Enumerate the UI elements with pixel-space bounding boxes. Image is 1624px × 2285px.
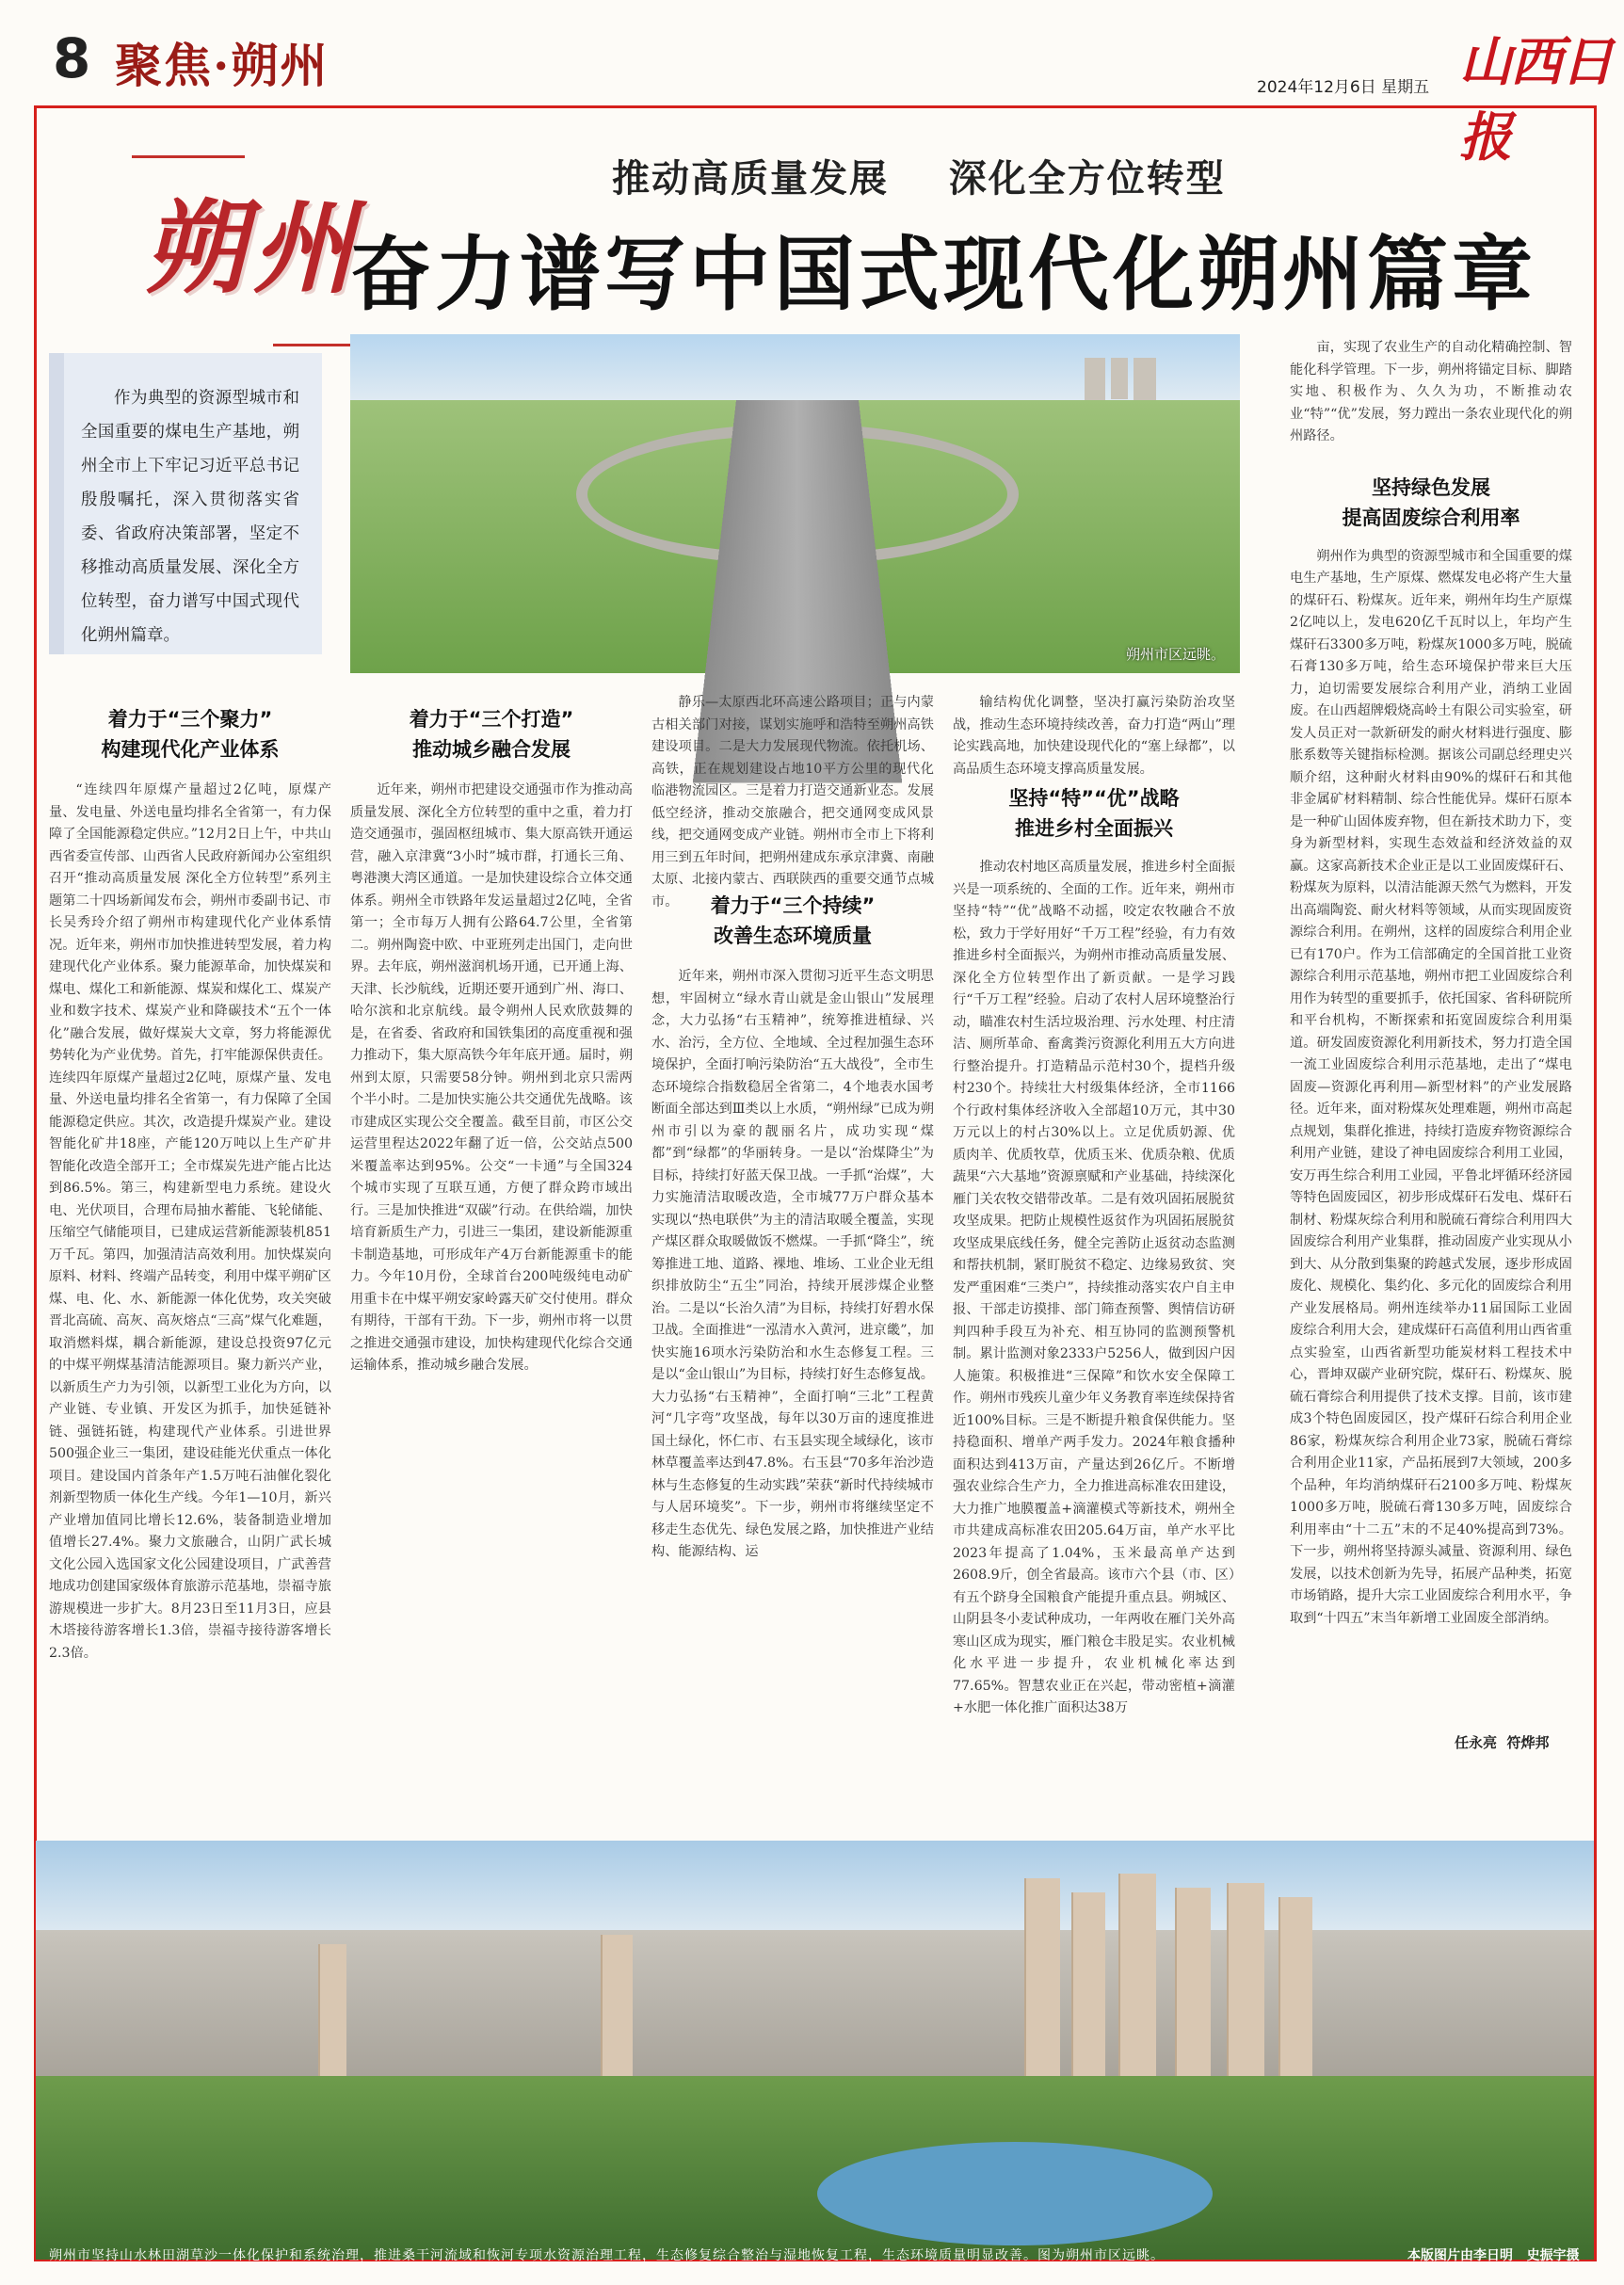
bottom-photo [36, 1841, 1594, 2260]
photo-sky [36, 1841, 1594, 1944]
hero-caption: 朔州市区远眺。 [1125, 646, 1225, 663]
section-heading-line: 推进乡村全面振兴 [1015, 817, 1173, 840]
column-4-top [953, 692, 1235, 777]
intro-text: 作为典型的资源型城市和全国重要的煤电生产基地，朔州全市上下牢记习近平总书记殷殷嘱托，深入贯彻落实省委、省政府决策部署，坚定不移推动高质量发展、深化全方位转型，奋力谱写中国式现代化朔州篇章。 [81, 389, 299, 645]
city-logo-badge [132, 155, 372, 348]
section-heading-rural [953, 783, 1235, 844]
photo-tower [601, 1935, 633, 2076]
section-heading-line: 推动城乡融合发展 [412, 738, 571, 761]
article-paragraph: 输结构优化调整，坚决打赢污染防治攻坚战，推动生态环境持续改善，奋力打造“两山”理论实践高地，加快建设现代化的“塞上绿都”，以高品质生态环境支撑高质量发展。 [953, 695, 1235, 777]
section-heading-line: 坚持绿色发展 [1372, 475, 1490, 499]
article-paragraph: 近年来，朔州市深入贯彻习近平生态文明思想，牢固树立“绿水青山就是金山银山”发展理念，大力弘扬“右玉精神”，统筹推进植绿、兴水、治污，全方位、全地域、全过程加强生态环境保护，全面打响污染防治“五大战役”，全市生态环境综合指数稳居全省第二，4个地表水国考断面全部达到Ⅲ类以上水质，“朔州绿”已成为朔州市引以为豪的靓丽名片，成功实现“煤都”到“绿都”的华丽转身。一是以“治煤降尘”为目标，持续打好蓝天保卫战。一手抓“治煤”，大力实施清洁取暖改造，全市城77万户群众基本实现以“热电联供”为主的清洁取暖全覆盖，实现产煤区群众取暖做饭不燃煤。一手抓“降尘”，统筹推进工地、道路、裸地、堆场、工业企业无组织排放防尘“五尘”同治，持续开展涉煤企业整治。二是以“长治久清”为目标，持续打好碧水保卫战。全面推进“一泓清水入黄河，进京畿”，加快实施16项水污染防治和水生态修复工程。三是以“金山银山”为目标，持续打好生态修复战。大力弘扬“右玉精神”，全面打响“三北”工程黄河“几字弯”攻坚战，每年以30万亩的速度推进国土绿化，怀仁市、右玉县实现全域绿化，该市林草覆盖率达到47.8%。右玉县“70多年治沙造林与生态修复的生动实践”荣获“新时代持续城市与人居环境奖”。下一步，朔州市将继续坚定不移走生态优先、绿色发展之路，加快推进产业结构、能源结构、运 [651, 969, 934, 1559]
article-paragraph: 朔州作为典型的资源型城市和全国重要的煤电生产基地，生产原煤、燃煤发电必将产生大量的煤矸石、粉煤灰。近年来，朔州年均生产原煤2亿吨以上，发电620亿千瓦时以上，年均产生煤矸石3300多万吨，粉煤灰1000多万吨，脱硫石膏130多万吨，给生态环境保护带来巨大压力，迫切需要发展综合利用产业，消纳工业固废。在山西超牌煅烧高岭土有限公司实验室，研发人员正对一款新研发的耐火材料进行强度、膨胀系数等关键指标检测。据该公司副总经理史兴顺介绍，这种耐火材料由90%的煤矸石和其他非金属矿材料精制、综合性能优异。煤矸石原本是一种矿山固体废弃物，但在新技术助力下，变身为新型材料，实现生态效益和经济效益的双赢。这家高新技术企业正是以工业固废煤矸石、粉煤灰为原料，以清洁能源天然气为燃料，开发出高端陶瓷、耐火材料等领域，从而实现固废资源综合利用。在朔州，这样的固废综合利用企业已有170户。作为工信部确定的全国首批工业资源综合利用示范基地，朔州市把工业固废综合利用作为转型的重要抓手，依托国家、省科研院所和平台机构，不断探索和拓宽固废综合利用渠道。研发固废资源化利用新技术，努力打造全国一流工业固废综合利用示范基地，走出了“煤电固废—资源化再利用—新型材料”的产业发展路径。近年来，面对粉煤灰处理难题，朔州市高起点规划，集群化推进，持续打造废弃物资源综合利用产业链，建设了神电固废综合利用工业园，安万再生综合利用工业园，平鲁北坪循环经济园等特色固废园区，初步形成煤矸石发电、煤矸石制材、粉煤灰综合利用和脱硫石膏综合利用四大固废综合利用产业集群，推动固废产业实现从小到大、从分散到集聚的跨越式发展，逐步形成固废化、规模化、集约化、多元化的固废综合利用产业发展格局。朔州连续举办11届国际工业固废综合利用大会，建成煤矸石高值利用山西省重点实验室，山西省新型功能炭材料工程技术中心，晋坤双碳产业研究院，煤矸石、粉煤灰、脱硫石膏综合利用提供了技术支撑。目前，该市建成3个特色固废园区，投产煤矸石综合利用企业86家，粉煤灰综合利用企业73家，脱硫石膏综合利用企业11家，产品拓展到7大领域，200多个品种，年均消纳煤矸石2100多万吨、粉煤灰1000多万吨，脱硫石膏130多万吨，固废综合利用率由“十二五”末的不足40%提高到73%。下一步，朔州将坚持源头减量、资源利用、绿色发展，以技术创新为先导，拓展产品种类，拓宽市场销路，提升大宗工业固废综合利用水平，争取到“十四五”末当年新增工业固废全部消纳。 [1290, 548, 1572, 1626]
section-heading-line: 着力于“三个聚力” [107, 708, 273, 731]
column-5 [1290, 337, 1572, 1740]
photo-tower [1278, 1897, 1312, 2085]
photo-building [1085, 358, 1105, 405]
section-title: 聚焦·朔州 [115, 38, 330, 93]
section-heading-line: 着力于“三个持续” [710, 894, 876, 917]
article-paragraph: 近年来，朔州市把建设交通强市作为推动高质量发展、深化全方位转型的重中之重，着力打造交通强市，强固枢纽城市、集大原高铁开通运营，融入京津冀“3小时”城市群，打通长三角、粤港澳大湾区通道。一是加快建设综合立体交通体系。朔州全市铁路年发运量超过2亿吨，全省第一；全市每万人拥有公路64.7公里，全省第二。朔州陶瓷中欧、中亚班列走出国门，走向世界。去年底，朔州滋润机场开通，已开通上海、天津、长沙航线，近期还要开通到广州、海口、哈尔滨和北京航线。最令朔州人民欢欣鼓舞的是，在省委、省政府和国铁集团的高度重视和强力推动下，集大原高铁今年年底开通。届时，朔州到太原，只需要58分钟。朔州到北京只需两个半小时。二是加快实施公共交通优先战略。该市建成区实现公交全覆盖。截至目前，市区公交运营里程达2022年翻了近一倍，公交站点500米覆盖率达到95%。公交“一卡通”与全国324个城市实现了互联互通，方便了群众跨市域出行。三是加快推进“双碳”行动。在供给端，加快培育新质生产力，引进三一集团，建设新能源重卡制造基地，可形成年产4万台新能源重卡的能力。今年10月份，全球首台200吨级纯电动矿用重卡在中煤平朔安家岭露天矿交付使用。群众有期待，干部有干劲。下一步，朔州市将一以贯之推进交通强市建设，加快构建现代化综合交通运输体系，推动城乡融合发展。 [350, 782, 633, 1373]
hero-photo [350, 334, 1240, 673]
page-number: 8 [53, 26, 91, 90]
newspaper-masthead: 山西日报 [1459, 31, 1612, 169]
issue-date: 2024年12月6日 星期五 [1257, 78, 1430, 97]
photo-tower [1118, 1874, 1156, 2085]
intro-box [49, 353, 322, 654]
section-heading-line: 改善生态环境质量 [714, 925, 872, 947]
logo-decoration-line [132, 155, 245, 158]
intro-accent-bar [49, 353, 64, 654]
photo-tower [1024, 1878, 1060, 2085]
article-paragraph: 静乐—太原西北环高速公路项目；正与内蒙古相关部门对接，谋划实施呼和浩特至朔州高铁建设项目。二是大力发展现代物流。依托机场、高铁，正在规划建设占地10平方公里的现代化临港物流园区。三是着力打造交通新业态。发展低空经济，推动交旅融合，把交通网变成风景线，把交通网变成产业链。朔州市全市上下将利用三到五年时间，把朔州建成东承京津冀、南融太原、北接内蒙古、西联陕西的重要交通节点城市。 [651, 695, 934, 909]
photo-cityscape [36, 1930, 1594, 2081]
section-heading-urban-rural [350, 704, 633, 764]
section-heading-line: 着力于“三个打造” [409, 708, 574, 731]
photo-lake [817, 2142, 1213, 2245]
photo-credit: 本版图片由李日明 史振宇摄 [1407, 2248, 1580, 2263]
main-headline: 奋力谱写中国式现代化朔州篇章 [350, 228, 1536, 322]
photo-park [36, 2076, 1594, 2260]
section-heading-line: 构建现代化产业体系 [101, 738, 280, 761]
photo-sky [350, 334, 1240, 400]
column-4 [953, 857, 1235, 1834]
photo-tower [318, 1944, 346, 2076]
article-paragraph: 推动农村地区高质量发展，推进乡村全面振兴是一项系统的、全面的工作。近年来，朔州市坚持“特”“优”战略不动摇，咬定农牧融合不放松，致力于学好用好“千万工程”经验，有力有效推进乡村全面振兴，为朔州市推动高质量发展、深化全方位转型作出了新贡献。一是学习践行“千万工程”经验。启动了农村人居环境整治行动，瞄准农村生活垃圾治理、污水处理、村庄清洁、厕所革命、畜禽粪污资源化利用五大方向进行整治提升。打造精品示范村30个，提档升级村230个。持续壮大村级集体经济，全市1166个行政村集体经济收入全部超10万元，其中30万元以上的村占30%以上。立足优质奶源、优质肉羊、优质牧草，优质玉米、优质杂粮、优质蔬果“六大基地”资源禀赋和产业基础，持续深化雁门关农牧交错带改革。二是有效巩固拓展脱贫攻坚成果。把防止规模性返贫作为巩固拓展脱贫攻坚成果底线任务，健全完善防止返贫动态监测和帮扶机制，紧盯脱贫不稳定、边缘易致贫、突发严重困难“三类户”，持续推动落实农户自主申报、干部走访摸排、部门筛查预警、舆情信访研判四种手段互为补充、相互协同的监测预警机制。累计监测对象2333户5256人，做到因户因人施策。积极推进“三保障”和饮水安全保障工作。朔州市残疾儿童少年义务教育率连续保持省近100%目标。三是不断提升粮食保供能力。坚持稳面积、增单产两手发力。2024年粮食播种面积达到413万亩，产量达到26亿斤。不断增强农业综合生产力，全力推进高标准农田建设，大力推广地膜覆盖+滴灌模式等新技术，朔州全市共建成高标准农田205.64万亩，单产水平比2023年提高了1.04%，玉米最高单产达到2608.9斤，创全省最高。该市六个县（市、区）有五个跻身全国粮食产能提升重点县。朔城区、山阴县冬小麦试种成功，一年两收在雁门关外高寒山区成为现实，雁门粮仓丰股足实。农业机械化水平进一步提升，农业机械化率达到77.65%。智慧农业正在兴起，带动密植+滴灌+水肥一体化推广面积达38万 [953, 860, 1235, 1715]
bottom-photo-caption: 朔州市坚持山水林田湖草沙一体化保护和系统治理，推进桑干河流域和恢河专项水资源治理工程，生态修复综合整治与湿地恢复工程，生态环境质量明显改善。图为朔州市区远眺。 [49, 2248, 1165, 2263]
column-2 [350, 780, 633, 1834]
page-header [0, 0, 1624, 169]
article-paragraph: 亩，实现了农业生产的自动化精确控制、智能化科学管理。下一步，朔州将锚定目标、脚踏实地、积极作为、久久为功，不断推动农业“特”“优”发展，努力蹚出一条农业现代化的朔州路径。 [1290, 340, 1572, 443]
photo-tower [1071, 1892, 1105, 2085]
article-paragraph: “连续四年原煤产量超过2亿吨，原煤产量、发电量、外送电量均排名全省第一，有力保障了全国能源稳定供应。”12月2日上午，中共山西省委宣传部、山西省人民政府新闻办公室组织召开“推动高质量发展 深化全方位转型”系列主题第二十四场新闻发布会，朔州市委副书记、市长吴秀玲介绍了朔州市构建现代化产业体系情况。近年来，朔州市加快推进转型发展，着力构建现代化产业体系。聚力能源革命，加快煤炭和煤电、煤化工和新能源、煤炭和煤化工、煤炭产业和数字技术、煤炭产业和降碳技术“五个一体化”融合发展，做好煤炭大文章，努力将能源优势转化为产业优势。首先，打牢能源保供责任。连续四年原煤产量超过2亿吨，原煤产量、发电量、外送电量均排名全省第一，有力保障了全国能源稳定供应。其次，改造提升煤炭产业。建设智能化矿井18座，产能120万吨以上生产矿井智能化改造全部开工；全市煤炭先进产能占比达到86.5%。第三，构建新型电力系统。建设火电、光伏项目，合理布局抽水蓄能、飞轮储能、压缩空气储能项目，已建成运营新能源装机851万千瓦。第四，加强清洁高效利用。加快煤炭向原料、材料、终端产品转变，利用中煤平朔矿区煤、电、化、水、新能源一体化优势，攻关突破晋北高硫、高灰、高灰熔点“三高”煤气化难题，取消燃料煤，耦合新能源，建设总投资97亿元的中煤平朔煤基清洁能源项目。聚力新兴产业，以新质生产力为引领，以新型工业化为方向，以产业链、专业镇、开发区为抓手，加快延链补链、强链拓链，构建现代产业体系。引进世界500强企业三一集团，建设硅能光伏重点一体化项目。建设国内首条年产1.5万吨石油催化裂化剂新型物质一体化生产线。今年1—10月，新兴产业增加值同比增长12.6%，装备制造业增加值增长27.4%。聚力文旅融合，山阴广武长城文化公园入选国家文化公园建设项目，广武善营地成功创建国家级体育旅游示范基地，崇福寺旅游规模进一步扩大。8月23日至11月3日，应县木塔接待游客增长1.3倍，崇福寺接待游客增长2.3倍。 [49, 782, 331, 1661]
author-byline: 任永亮 符烨邦 [1455, 1734, 1550, 1751]
column-3 [651, 966, 934, 1834]
photo-tower [1227, 1883, 1264, 2085]
photo-building [1111, 358, 1128, 399]
section-heading-line: 坚持“特”“优”战略 [1008, 787, 1180, 810]
column-1 [49, 780, 331, 1834]
headline-kicker: 推动高质量发展 深化全方位转型 [612, 156, 1226, 201]
section-heading-line: 提高固废综合利用率 [1342, 506, 1520, 529]
city-logo-text: 朔州 [143, 189, 362, 308]
photo-tower [1175, 1888, 1211, 2085]
section-heading-industry [49, 704, 331, 764]
section-heading-ecology [651, 891, 934, 951]
section-heading-solid-waste [1290, 473, 1572, 533]
